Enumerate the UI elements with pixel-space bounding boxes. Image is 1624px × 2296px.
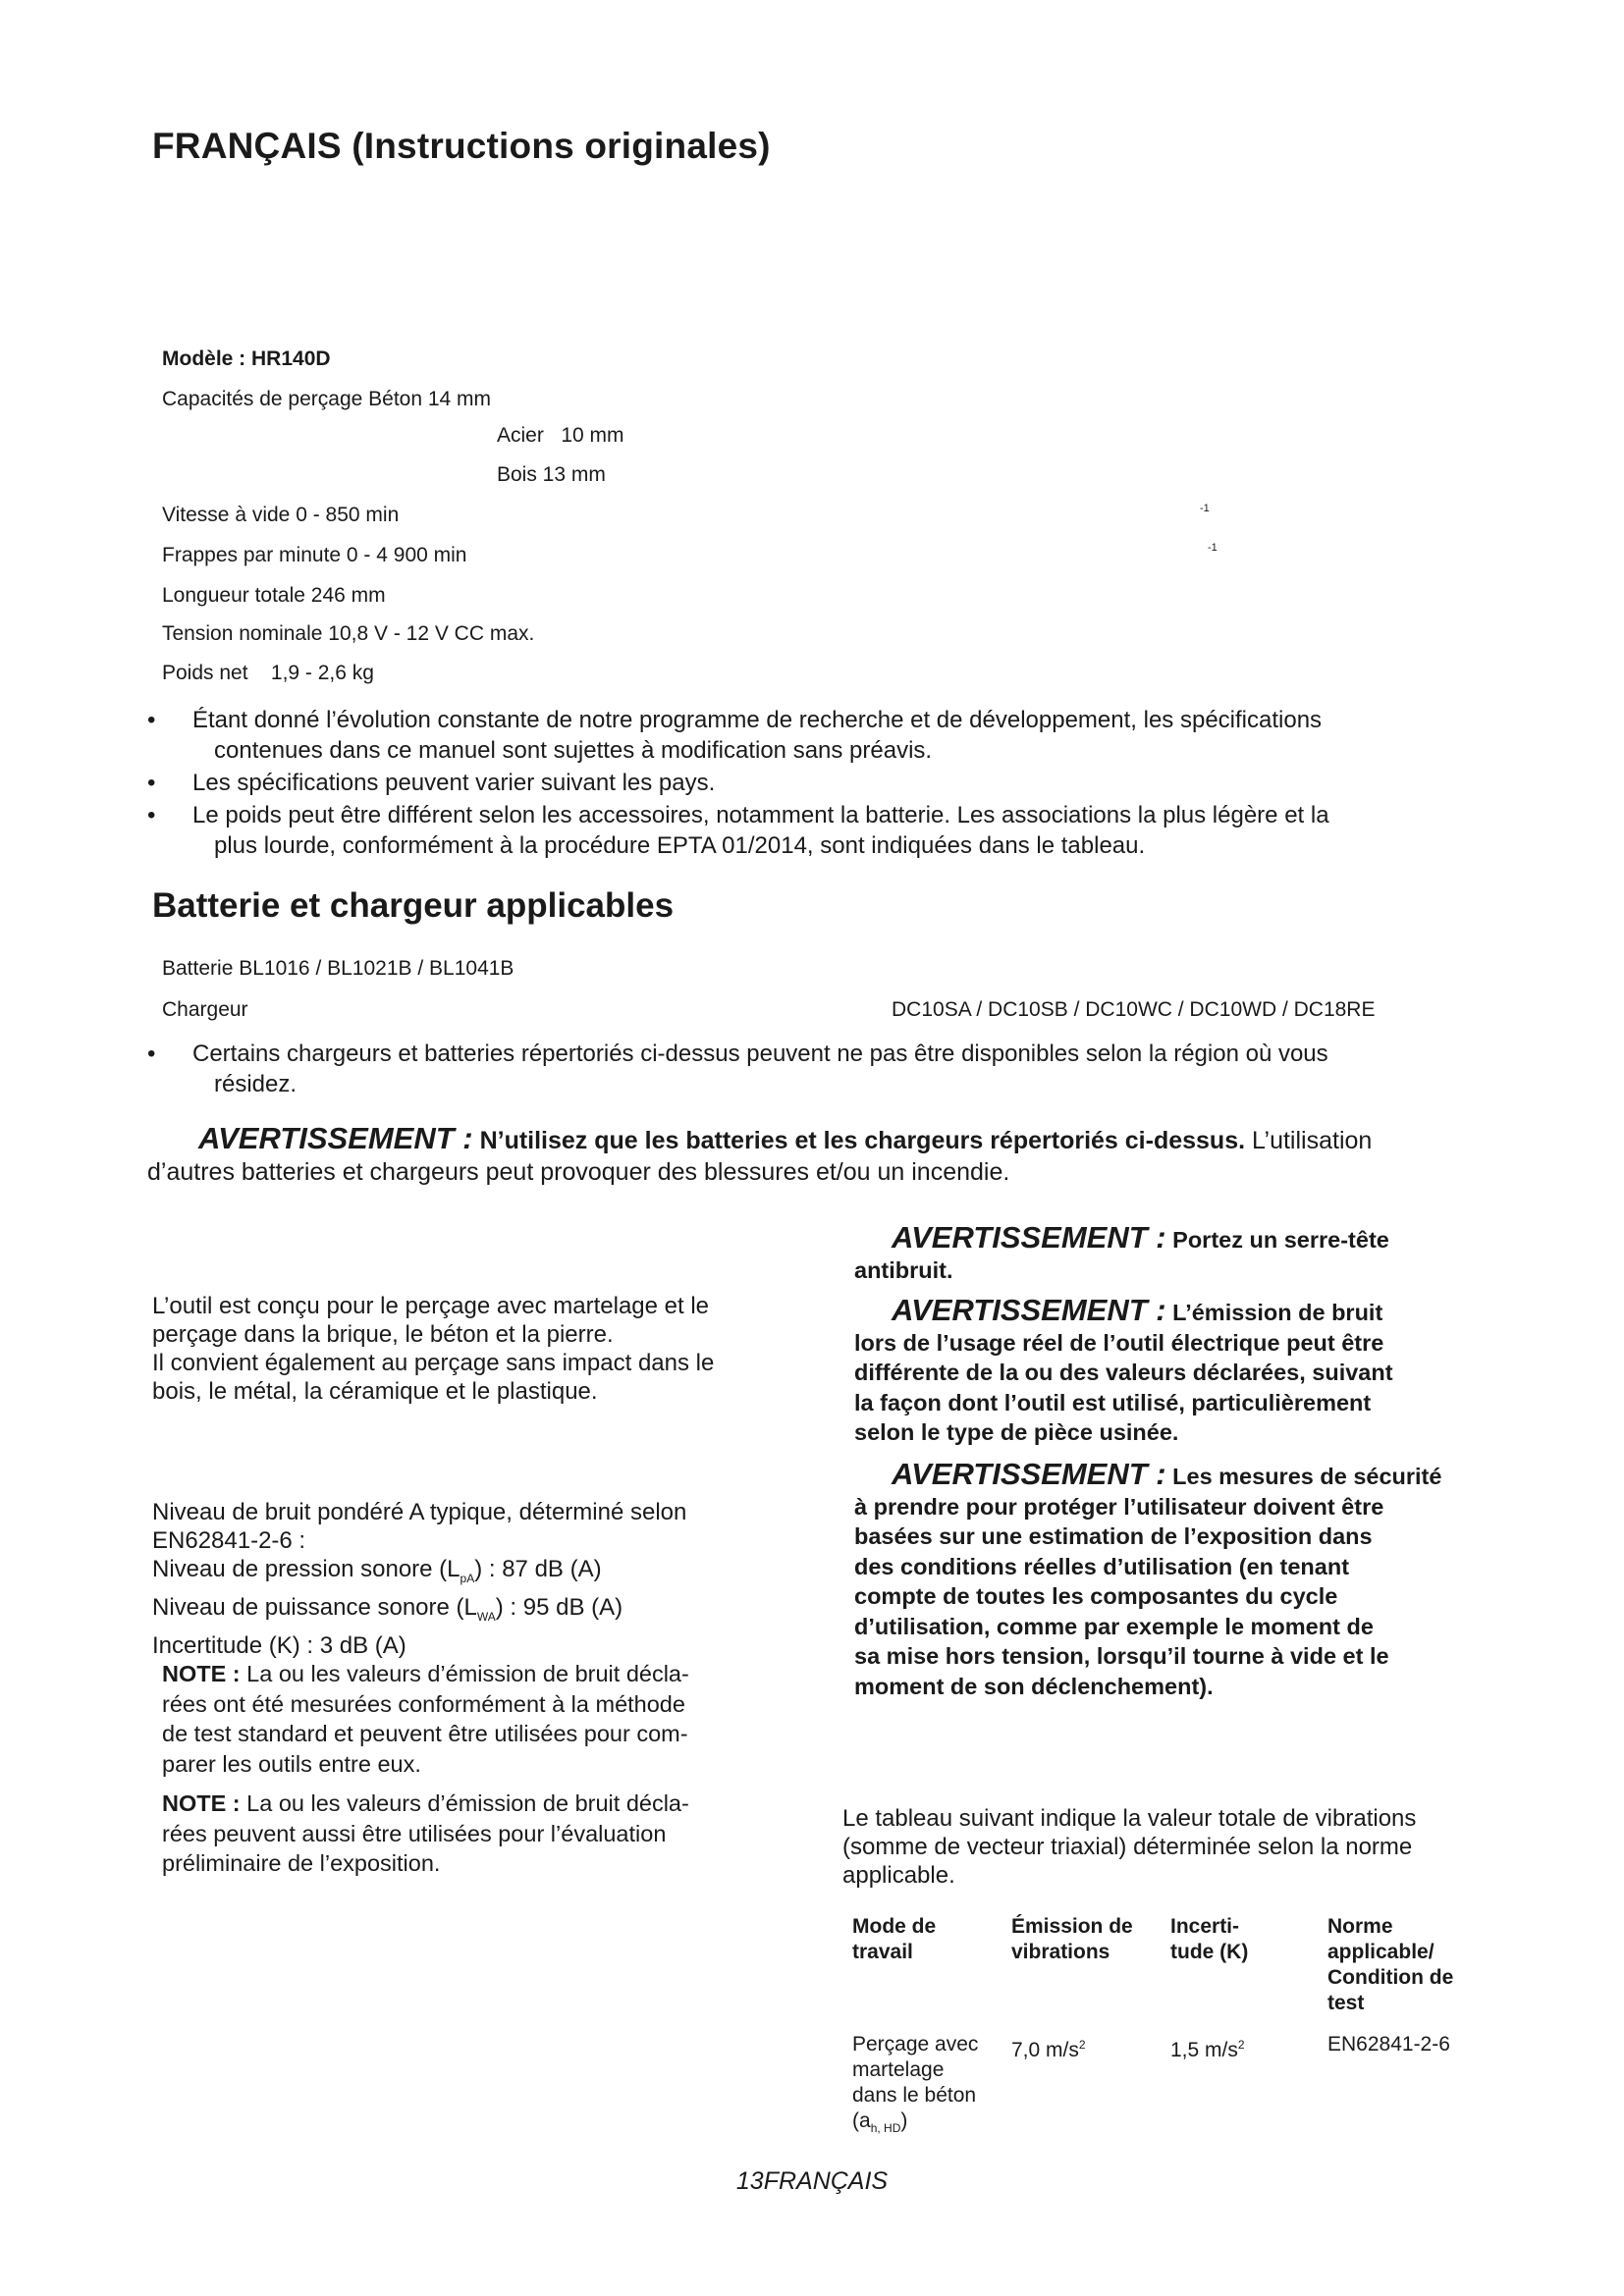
usage-paragraph: [152, 1292, 790, 1406]
col-header-emission: Émission de vibrations: [1011, 1915, 1133, 1963]
page-footer: 13FRANÇAIS: [735, 2167, 889, 2195]
spec-note-text: Les spécifications peuvent varier suivant les pays.: [192, 770, 716, 796]
noise-text: Niveau de bruit pondéré A typique, déterminé selon: [152, 1499, 687, 1525]
spec-note-text: Étant donné l’évolution constante de notre programme de recherche et de développement, les spécifications: [192, 707, 1323, 733]
list-item: [147, 768, 1463, 798]
noise-uncertainty: Incertitude (K) : 3 dB (A): [152, 1631, 406, 1659]
usage-text: bois, le métal, la céramique et le plastique.: [152, 1378, 598, 1405]
spec-notes-list: [147, 705, 1463, 861]
spec-note-text: contenues dans ce manuel sont sujettes à modification sans préavis.: [214, 737, 933, 764]
table-header-row: [852, 1914, 1500, 2032]
bullet-icon: •: [147, 1041, 156, 1067]
col-header-uncertainty: Incerti- tude (K): [1170, 1915, 1249, 1963]
cell-standard: EN62841-2-6: [1327, 2033, 1450, 2056]
battery-warning: [147, 1123, 1473, 1188]
charger-label: Chargeur: [162, 998, 248, 1021]
spec-speed: Vitesse à vide 0 - 850 min: [162, 504, 400, 526]
cell-emission: 7,0 $m/s^2$: [1011, 2038, 1086, 2061]
warning-label: AVERTISSEMENT :: [892, 1293, 1166, 1327]
spec-note-text: plus lourde, conformément à la procédure EPTA 01/2014, sont indiquées dans le tableau.: [214, 832, 1146, 859]
spec-length: Longueur totale 246 mm: [162, 584, 386, 607]
bullet-icon: •: [147, 802, 156, 828]
warning-label: AVERTISSEMENT :: [892, 1220, 1166, 1255]
page-title: FRANÇAIS (Instructions originales): [152, 126, 771, 166]
noise-warning-1: AVERTISSEMENT : Portez un serre-tête antibruit.: [854, 1220, 1389, 1283]
battery-note-text: Certains chargeurs et batteries répertoriés ci-dessus peuvent ne pas être disponibles selon la région où vous: [192, 1041, 1328, 1067]
noise-note-1: NOTE : La ou les valeurs d’émission de bruit décla- rées ont été mesurées conformément à la méthode de test standard et peuvent être utilisées pour com- parer les outils entre eux.: [162, 1661, 689, 1777]
vibration-table: [852, 1914, 1500, 2141]
cell-mode: Perçage avec martelage dans le béton $(a_{h, HD})$: [852, 2033, 979, 2136]
spec-blows-exponent: -1: [1208, 542, 1218, 554]
battery-notes-list: [147, 1039, 1463, 1099]
spec-blows: Frappes par minute 0 - 4 900 min: [162, 544, 467, 566]
list-item: [147, 800, 1463, 861]
spec-drilling-beton: Capacités de perçage Béton 14 mm: [162, 388, 492, 410]
warning-text: d’autres batteries et chargeurs peut provoquer des blessures et/ou un incendie.: [147, 1158, 1010, 1186]
spec-voltage: Tension nominale 10,8 V - 12 V CC max.: [162, 622, 535, 645]
warning-label: AVERTISSEMENT :: [198, 1121, 473, 1155]
cell-uncertainty: 1,5 $m/s^2$: [1170, 2038, 1245, 2061]
warning-label: AVERTISSEMENT :: [892, 1457, 1166, 1491]
spec-weight: Poids net 1,9 - 2,6 kg: [162, 662, 374, 684]
bullet-icon: •: [147, 770, 156, 796]
section-heading-battery: Batterie et chargeur applicables: [152, 886, 675, 925]
warning-text: L’utilisation: [1252, 1127, 1373, 1154]
usage-text: perçage dans la brique, le béton et la pierre.: [152, 1321, 614, 1348]
noise-warning-3: AVERTISSEMENT : Les mesures de sécurité à prendre pour protéger l’utilisateur doivent être basées sur une estimation de l’exposition dans des conditions réelles d’utilisation (en tenant compte de toutes les composantes du cycle d’utilisation, comme par exemple le moment de sa mise hors tension, lorsqu’il tourne à vide et le moment de son déclenchement).: [854, 1457, 1442, 1699]
note-label: NOTE :: [162, 1661, 241, 1686]
noise-paragraph: [152, 1498, 790, 1660]
note-label: NOTE :: [162, 1790, 241, 1816]
warning-bold-text: N’utilisez que les batteries et les chargeurs répertoriés ci-dessus.: [479, 1127, 1246, 1154]
noise-text: EN62841-2-6 :: [152, 1527, 306, 1554]
col-header-mode: Mode de travail: [852, 1915, 937, 1963]
spec-model: Modèle : HR140D: [162, 347, 331, 370]
battery-models: Batterie BL1016 / BL1021B / BL1041B: [162, 957, 514, 980]
spec-note-text: Le poids peut être différent selon les accessoires, notamment la batterie. Les associations la plus légère et la: [192, 802, 1329, 828]
table-row: [852, 2032, 1500, 2141]
battery-note-text: résidez.: [214, 1071, 298, 1097]
list-item: [147, 705, 1463, 766]
noise-warning-2: AVERTISSEMENT : L’émission de bruit lors de l’usage réel de l’outil électrique peut être différente de la ou des valeurs déclarées, suivant la façon dont l’outil est utilisé, particulièrement selon le type de pièce usinée.: [854, 1293, 1393, 1445]
bullet-icon: •: [147, 707, 156, 733]
noise-lpa: Niveau de pression sonore $(L_{pA})$ : 87 dB (A): [152, 1556, 602, 1585]
vibration-intro: Le tableau suivant indique la valeur totale de vibrations (somme de vecteur triaxial) déterminée selon la norme applicable.: [842, 1805, 1417, 1889]
charger-models: DC10SA / DC10SB / DC10WC / DC10WD / DC18RE: [892, 998, 1376, 1021]
spec-speed-exponent: -1: [1200, 503, 1210, 514]
noise-lwa: Niveau de puissance sonore $(L_{WA})$ : 95 dB (A): [152, 1593, 623, 1624]
noise-note-2: NOTE : La ou les valeurs d’émission de bruit décla- rées peuvent aussi être utilisées pour l’évaluation préliminaire de l’exposition.: [162, 1790, 689, 1876]
usage-text: Il convient également au perçage sans impact dans le: [152, 1350, 715, 1376]
usage-text: L’outil est conçu pour le perçage avec martelage et le: [152, 1293, 710, 1319]
col-header-standard: Norme applicable/ Condition de test: [1327, 1915, 1454, 2014]
spec-drilling-acier: Acier 10 mm: [497, 424, 624, 447]
list-item: [147, 1039, 1463, 1099]
spec-drilling-bois: Bois 13 mm: [497, 463, 606, 486]
